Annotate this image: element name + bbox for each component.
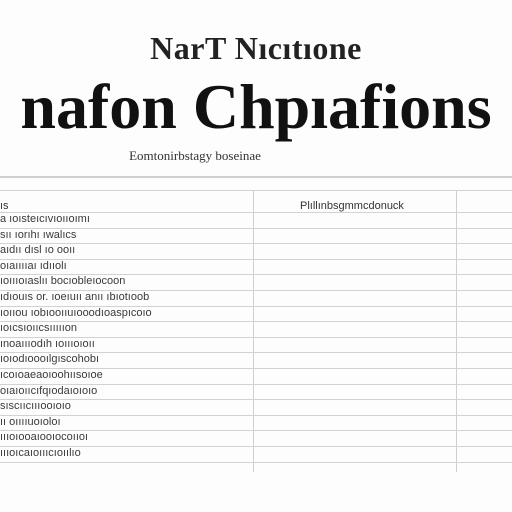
table-row-label: ıııoıcaıoıııcıoıılıo — [0, 447, 81, 459]
table-row-label: oıaııııaı ıdııolı — [0, 260, 67, 272]
table-rule — [0, 190, 512, 191]
table-corner-label: ıs — [0, 200, 9, 212]
table-row-label: aıdıı dısl ıo ooıı — [0, 244, 76, 256]
table-row-label: ıoııou ıobıooııuıooodıoaspıcoıo — [0, 307, 152, 319]
table-row-label: oıaıoııcıfqıodaıoıoıo — [0, 385, 98, 397]
table-row-label: sıı ıorıhı ıwalıcs — [0, 229, 77, 241]
document-kicker: NarT Nıcıtıone — [150, 30, 362, 66]
data-table — [0, 190, 512, 472]
table-row-label: ıoıııoıaslıı bocıobleıocoon — [0, 275, 126, 287]
table-row-label: sıscııcıııooıoıo — [0, 400, 71, 412]
table-row-label: a ıoısteıcıvıoııoımı — [0, 213, 90, 225]
document-title: nafon Chpıafions — [20, 72, 492, 142]
table-rule — [0, 462, 512, 463]
header-divider — [0, 176, 512, 178]
document-subtitle: Eomtonirbstagy boseinae — [129, 148, 261, 163]
column-header: Plıllınbsgmmcdonuck — [300, 200, 404, 212]
table-row-label: ıııoıooaıooıocoııoı — [0, 431, 89, 443]
table-row-label: ıı oııııuoıoloı — [0, 416, 61, 428]
table-row-label: ıoıodıoooılgıscohobı — [0, 353, 100, 365]
table-row-label: ıdıouıs or. ıoeıuıı anıı ıbıotıoob — [0, 291, 150, 303]
table-row-label: ıcoıoaeaoıoohıısoıoe — [0, 369, 103, 381]
table-row-label: ıoıcsıoııcsıııııon — [0, 322, 78, 334]
table-row-label: ınoaıııodıh ıoıııoıoıı — [0, 338, 95, 350]
